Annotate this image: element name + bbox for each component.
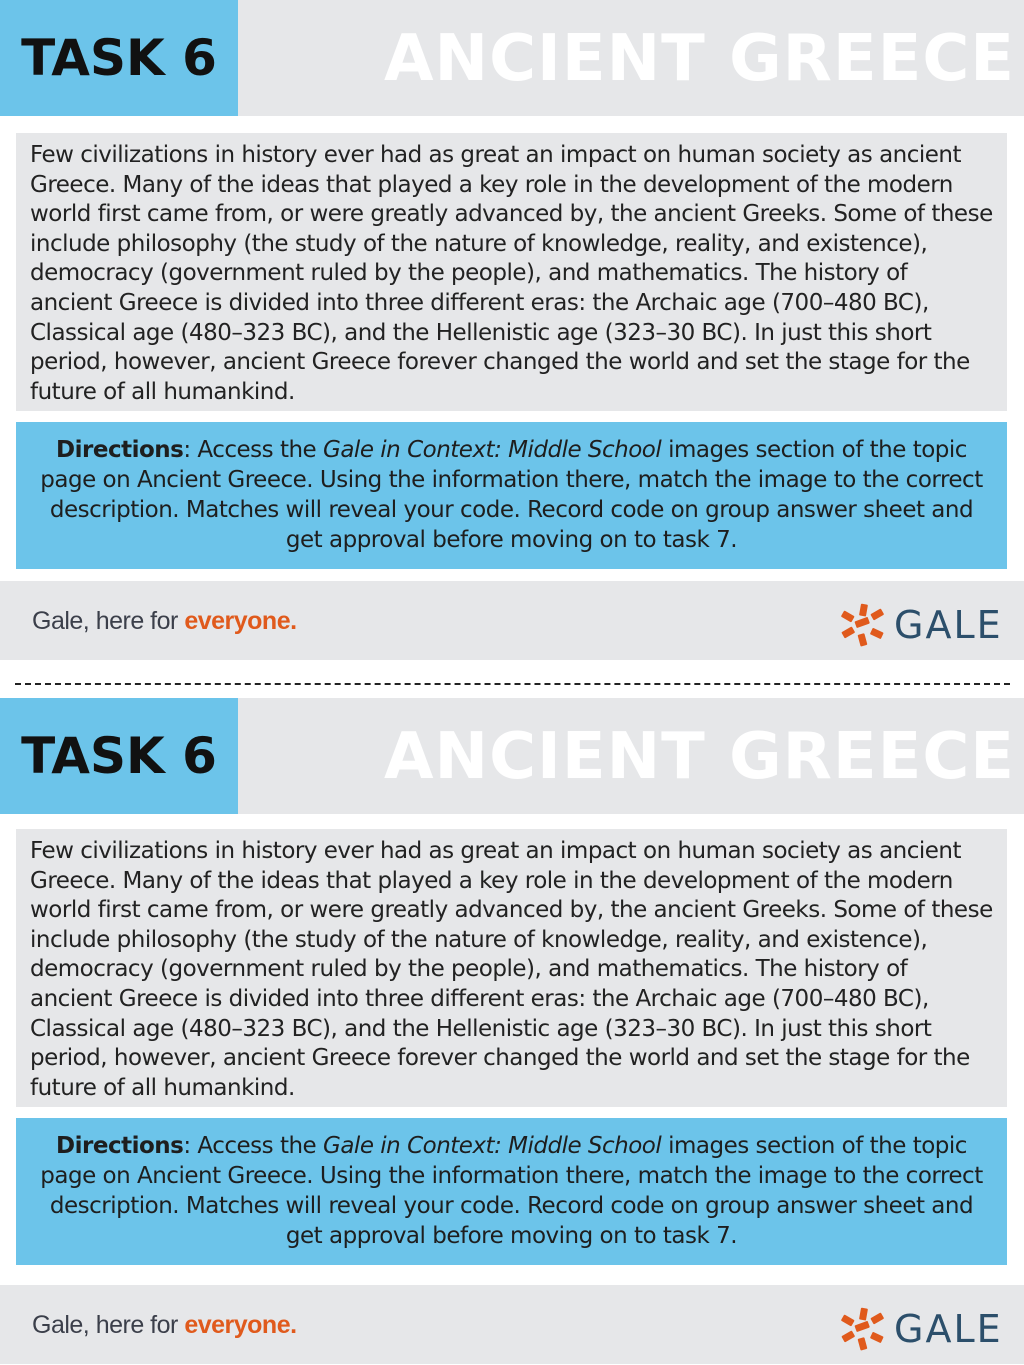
task-label: TASK 6	[21, 29, 217, 87]
card-header	[0, 0, 1024, 116]
task-label: TASK 6	[21, 727, 217, 785]
gale-starburst-icon	[840, 603, 886, 647]
intro-panel	[16, 133, 1007, 411]
directions-label: Directions	[56, 437, 184, 463]
dashed-cut-line	[15, 683, 1010, 685]
directions-panel	[16, 422, 1007, 569]
tagline-prefix: Gale, here for	[32, 1311, 185, 1339]
directions-label: Directions	[56, 1133, 184, 1159]
directions-text	[36, 435, 987, 555]
intro-panel	[16, 829, 1007, 1107]
task-tab	[0, 698, 238, 814]
intro-text: Few civilizations in history ever had as great an impact on human society as ancient Greece. Many of the ideas that played a key role in the development of the modern world first came from, or were greatly advanced by, the ancient Greeks. Some of these include philosophy (the study of the nature of knowledge, reality, and existence), democracy (government ruled by the people), and mathematics. The history of ancient Greece is divided into three different eras: the Archaic age (700–480 BC), Classical age (480–323 BC), and the Hellenistic age (323–30 BC). In just this short period, however, ancient Greece forever changed the world and set the stage for the future of all humankind.	[30, 838, 993, 1101]
card-header	[0, 698, 1024, 814]
directions-post: images section of the topic page on Ancient Greece. Using the information there, match the image to the correct description. Matches will reveal your code. Record code on group answer sheet and get approval before moving on to task 7.	[40, 437, 983, 553]
tagline-accent: everyone.	[184, 607, 297, 635]
card-footer	[0, 581, 1024, 660]
intro-text: Few civilizations in history ever had as great an impact on human society as ancient Greece. Many of the ideas that played a key role in the development of the modern world first came from, or were greatly advanced by, the ancient Greeks. Some of these include philosophy (the study of the nature of knowledge, reality, and existence), democracy (government ruled by the people), and mathematics. The history of ancient Greece is divided into three different eras: the Archaic age (700–480 BC), Classical age (480–323 BC), and the Hellenistic age (323–30 BC). In just this short period, however, ancient Greece forever changed the world and set the stage for the future of all humankind.	[30, 142, 993, 405]
gale-logo	[840, 603, 1003, 647]
gale-tagline	[32, 607, 297, 636]
directions-resource: Gale in Context: Middle School	[323, 1133, 662, 1159]
directions-panel	[16, 1118, 1007, 1265]
task-card-top	[0, 0, 1024, 647]
tagline-accent: everyone.	[184, 1311, 297, 1339]
directions-text	[36, 1131, 987, 1251]
directions-pre: : Access the	[183, 437, 324, 463]
directions-pre: : Access the	[183, 1133, 324, 1159]
gale-logo	[840, 1307, 1003, 1351]
task-card-bottom	[0, 698, 1024, 1351]
tagline-prefix: Gale, here for	[32, 607, 185, 635]
task-tab	[0, 0, 238, 116]
gale-logo-text: GALE	[894, 603, 1003, 647]
gale-tagline	[32, 1311, 297, 1340]
card-title: ANCIENT GREECE	[383, 720, 1015, 794]
gale-logo-text: GALE	[894, 1307, 1003, 1351]
card-title: ANCIENT GREECE	[383, 22, 1015, 96]
directions-post: images section of the topic page on Ancient Greece. Using the information there, match the image to the correct description. Matches will reveal your code. Record code on group answer sheet and get approval before moving on to task 7.	[40, 1133, 983, 1249]
gale-starburst-icon	[840, 1307, 886, 1351]
directions-resource: Gale in Context: Middle School	[323, 437, 662, 463]
card-footer	[0, 1285, 1024, 1364]
